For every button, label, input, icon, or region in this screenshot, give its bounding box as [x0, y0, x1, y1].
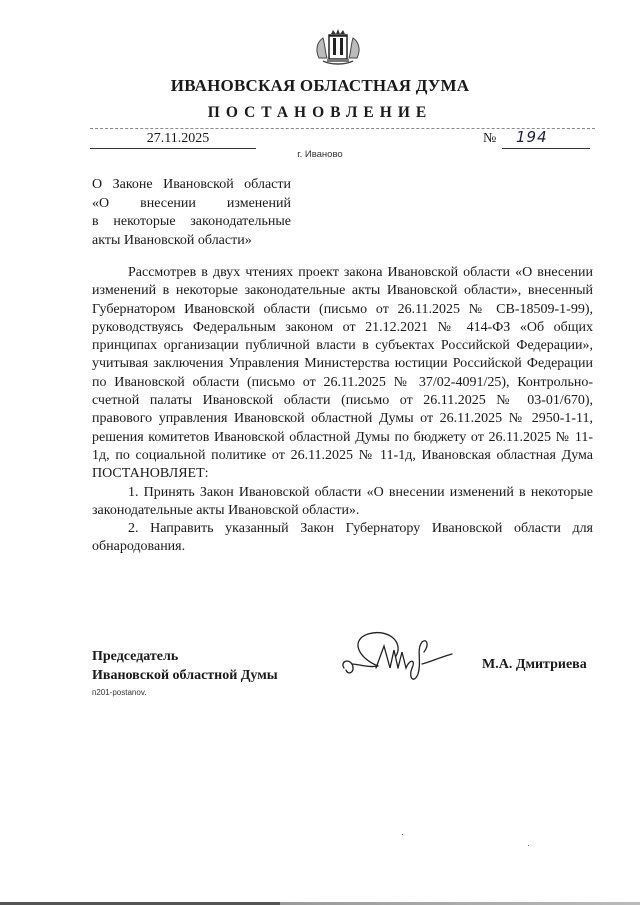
- signatory-title: [92, 647, 278, 685]
- subject-line: О Законе Ивановской области: [92, 177, 291, 192]
- document-date-value: 27.11.2025: [146, 131, 210, 146]
- preamble-paragraph: Рассмотрев в двух чтениях проект закона Ивановской области «О внесении изменений в некоторые законодательные акты Ивановской области», внесенный Губернатором Ивановской области (письмо от 26.11.2025 № СВ-18509-1-99), руководствуясь Федеральным законом от 21.12.2021 № 414-ФЗ «Об общих принципах организации публичной власти в субъектах Российской Федерации», учитывая заключения Управления Министерства юстиции Российской Федерации по Ивановской области (письмо от 26.11.2025 № 37/02-4091/25), Контрольно-счетной палаты Ивановской области (письмо от 26.11.2025 № 03-01/670), правового управления Ивановской областной Думы от 26.11.2025 № 2950-1-11, решения комитетов Ивановской областной Думы по бюджету от 26.11.2025 № 11-1д, по социальной политике от 26.11.2025 № 11-1д, Ивановская областная Дума ПОСТАНОВЛЯЕТ:: [92, 265, 593, 482]
- number-label: №: [483, 131, 497, 146]
- signatory-title-line1: Председатель: [92, 649, 179, 664]
- document-subject: [92, 176, 291, 250]
- scan-speck: [402, 834, 403, 835]
- document-body: [92, 264, 593, 557]
- resolution-item-1: 1. Принять Закон Ивановской области «О внесении изменений в некоторые законодательные акты Ивановской области».: [92, 484, 593, 518]
- resolution-item-2: 2. Направить указанный Закон Губернатору Ивановской области для обнародования.: [92, 521, 593, 555]
- subject-line: в некоторые законодательные: [92, 214, 291, 229]
- handwritten-signature-icon: [338, 628, 458, 690]
- document-date: [90, 131, 256, 149]
- file-reference: п201-postanov.: [92, 688, 147, 697]
- subject-line: акты Ивановской области»: [92, 232, 252, 248]
- signatory-title-line2: Ивановской областной Думы: [92, 668, 278, 683]
- coat-of-arms-icon: [313, 28, 363, 70]
- document-number-value: 194: [516, 128, 548, 146]
- signatory-name: М.А. Дмитриева: [482, 657, 587, 672]
- document-type: ПОСТАНОВЛЕНИЕ: [207, 104, 433, 121]
- city: г. Иваново: [297, 149, 343, 160]
- organization-name: ИВАНОВСКАЯ ОБЛАСТНАЯ ДУМА: [170, 76, 470, 95]
- scan-speck: [528, 845, 529, 846]
- document-number: [502, 128, 590, 149]
- subject-line: «О внесении изменений: [92, 195, 291, 211]
